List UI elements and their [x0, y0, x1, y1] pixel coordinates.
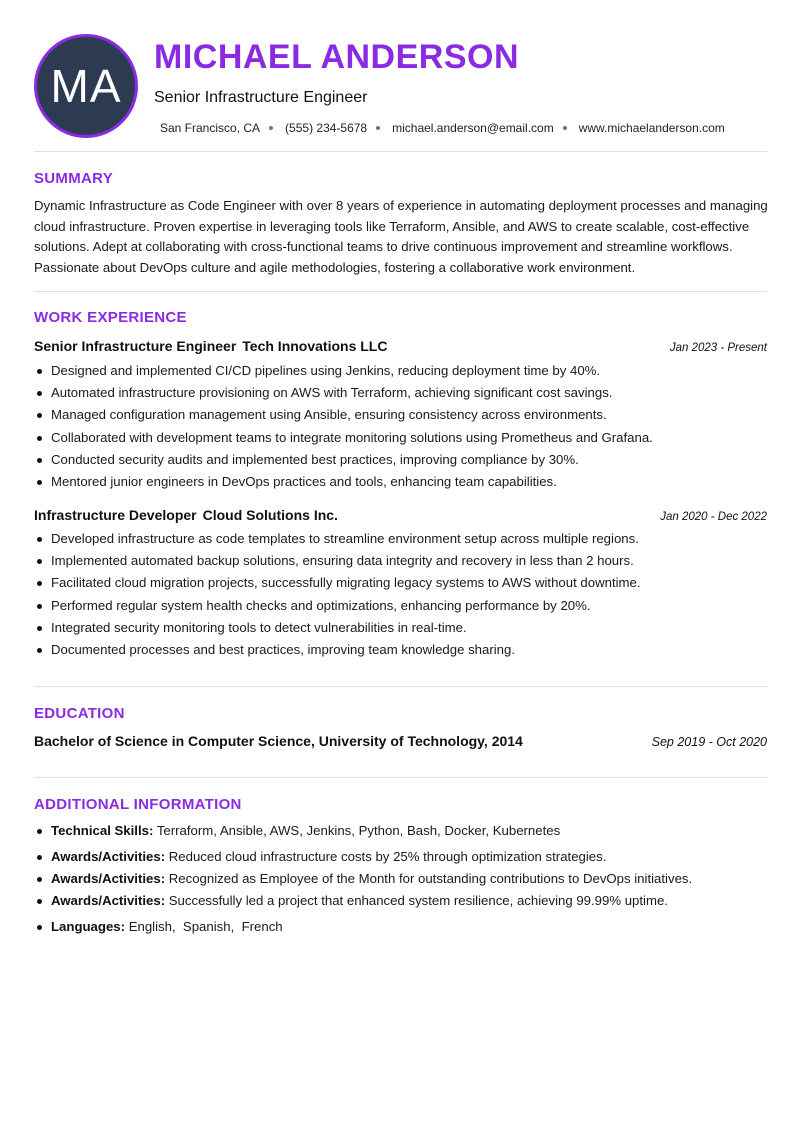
job-dates: Jan 2023 - Present [669, 342, 767, 354]
job-company: Cloud Solutions Inc. [202, 507, 338, 523]
job-bullets [34, 360, 767, 493]
avatar-initials: MA [50, 60, 122, 112]
section-divider [34, 777, 767, 778]
list-item [34, 870, 692, 888]
candidate-name: MICHAEL ANDERSON [154, 38, 520, 76]
list-item: Integrated security monitoring tools to detect vulnerabilities in real-time. [34, 617, 767, 639]
contact-website[interactable]: www.michaelanderson.com [578, 121, 725, 135]
job-role: Infrastructure Developer [34, 507, 197, 523]
item-label: Languages: [51, 919, 126, 934]
education-degree: Bachelor of Science in Computer Science, University of Technology, 2014 [34, 733, 523, 749]
education-heading: EDUCATION [34, 705, 125, 722]
contact-location: San Francisco, CA [160, 121, 261, 135]
item-label: Awards/Activities: [51, 849, 166, 864]
list-item: Documented processes and best practices, improving team knowledge sharing. [34, 639, 767, 661]
education-dates: Sep 2019 - Oct 2020 [651, 735, 767, 749]
list-item: Performed regular system health checks and optimizations, enhancing performance by 20%. [34, 595, 767, 617]
item-label: Awards/Activities: [51, 893, 166, 908]
list-item [34, 918, 283, 936]
item-text: Reduced cloud infrastructure costs by 25% through optimization strategies. [168, 849, 607, 864]
job-title-company [34, 507, 338, 523]
job-company: Tech Innovations LLC [242, 338, 388, 354]
experience-heading: WORK EXPERIENCE [34, 309, 187, 326]
contact-line [160, 121, 725, 135]
job-bullets [34, 528, 767, 661]
item-text: English, Spanish, French [128, 919, 283, 934]
contact-email[interactable]: michael.anderson@email.com [392, 121, 554, 135]
section-divider [34, 151, 767, 152]
job-title-company [34, 338, 387, 354]
job-header [34, 507, 767, 523]
list-item [34, 892, 668, 910]
item-text: Terraform, Ansible, AWS, Jenkins, Python, Bash, Docker, Kubernetes [156, 823, 561, 838]
section-divider [34, 686, 767, 687]
summary-text: Dynamic Infrastructure as Code Engineer with over 8 years of experience in automating deployment processes and managing cloud infrastructure. Proven expertise in leveraging tools like Terraform, Ansible, and AWS to create scalable, cost-effective solutions. Adept at collaborating with cross-functional teams to drive continuous improvement and streamline workflows. Passionate about DevOps culture and agile methodologies, fostering a collaborative work environment. [34, 198, 768, 275]
list-item: Mentored junior engineers in DevOps practices and tools, enhancing team capabilities. [34, 471, 767, 493]
item-text: Recognized as Employee of the Month for outstanding contributions to DevOps initiatives. [168, 871, 693, 886]
list-item: Managed configuration management using Ansible, ensuring consistency across environments. [34, 404, 767, 426]
additional-heading: ADDITIONAL INFORMATION [34, 796, 242, 813]
separator-dot-icon [563, 126, 567, 130]
list-item: Designed and implemented CI/CD pipelines using Jenkins, reducing deployment time by 40%. [34, 360, 767, 382]
list-item: Facilitated cloud migration projects, successfully migrating legacy systems to AWS without downtime. [34, 572, 767, 594]
avatar [34, 34, 138, 138]
list-item: Implemented automated backup solutions, ensuring data integrity and recovery in less than 2 hours. [34, 550, 767, 572]
item-label: Technical Skills: [51, 823, 154, 838]
list-item: Collaborated with development teams to integrate monitoring solutions using Prometheus and Grafana. [34, 427, 767, 449]
list-item: Conducted security audits and implemented best practices, improving compliance by 30%. [34, 449, 767, 471]
separator-dot-icon [376, 126, 380, 130]
contact-phone: (555) 234-5678 [285, 121, 368, 135]
candidate-title: Senior Infrastructure Engineer [154, 89, 368, 106]
item-text: Successfully led a project that enhanced system resilience, achieving 99.99% uptime. [168, 893, 668, 908]
list-item [34, 848, 606, 866]
job-header [34, 338, 767, 354]
job-role: Senior Infrastructure Engineer [34, 338, 237, 354]
section-divider [34, 291, 767, 292]
item-label: Awards/Activities: [51, 871, 166, 886]
education-entry [34, 733, 767, 749]
list-item [34, 822, 560, 840]
separator-dot-icon [269, 126, 273, 130]
list-item: Developed infrastructure as code templates to streamline environment setup across multiple regions. [34, 528, 767, 550]
list-item: Automated infrastructure provisioning on AWS with Terraform, achieving significant cost savings. [34, 382, 767, 404]
summary-heading: SUMMARY [34, 170, 114, 187]
job-dates: Jan 2020 - Dec 2022 [660, 511, 767, 523]
